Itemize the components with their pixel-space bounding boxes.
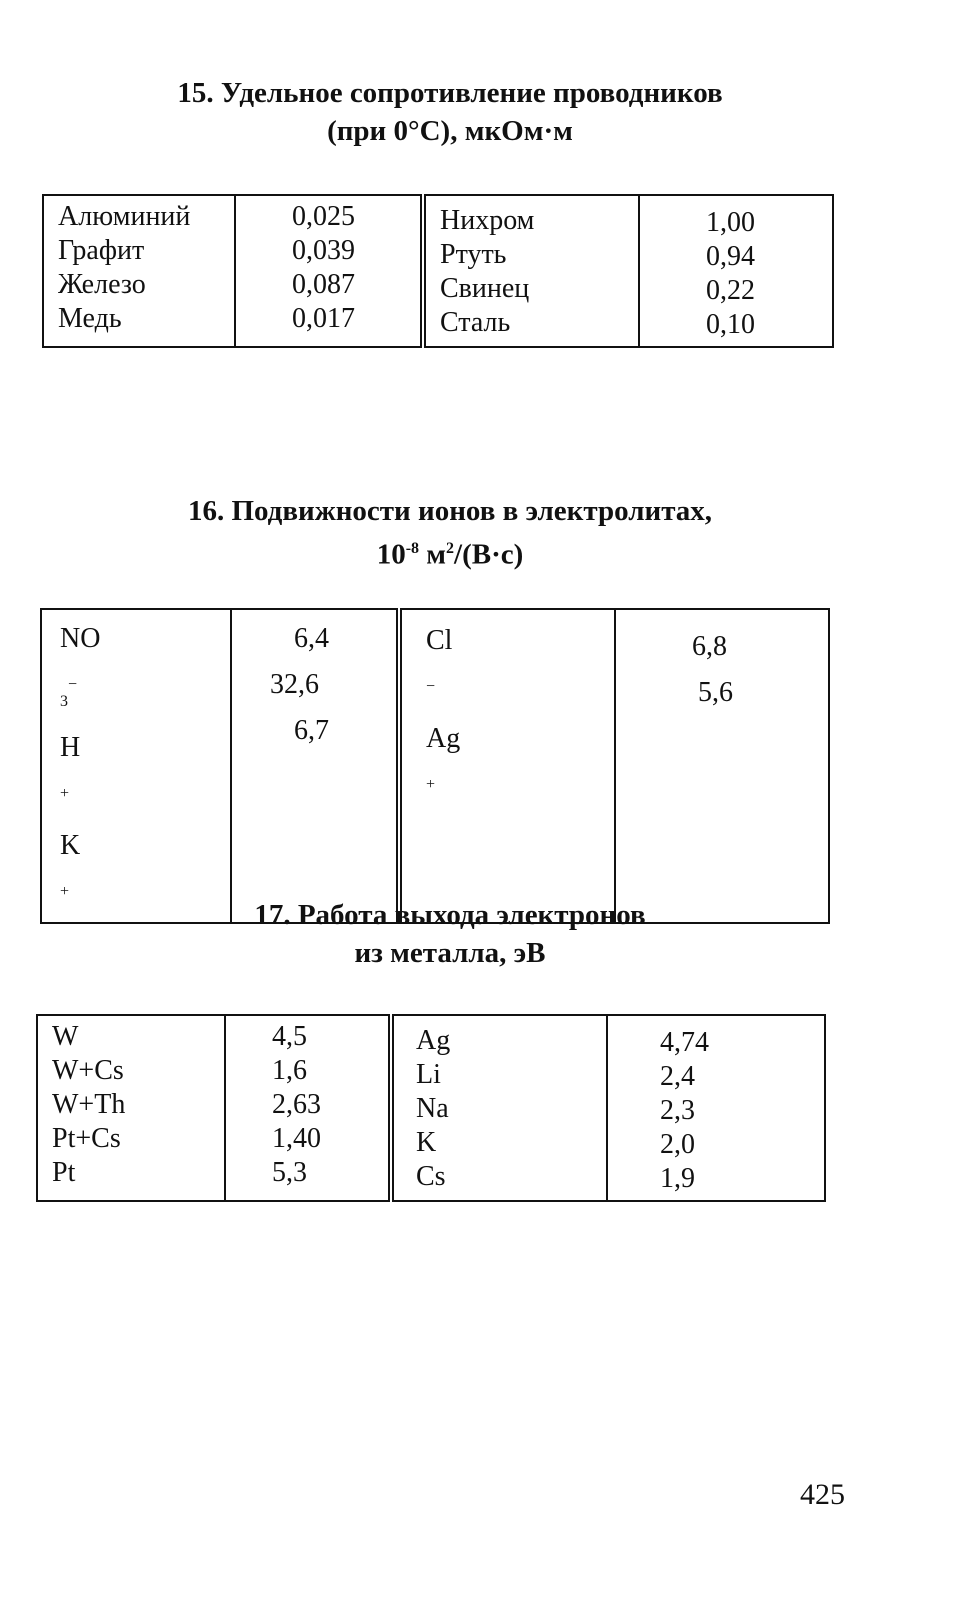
table-cell: Cl − [426, 625, 453, 695]
table-cell: 6,7 [294, 715, 329, 746]
table-cell: 1,6 [272, 1055, 307, 1086]
table-cell: Медь [58, 303, 122, 334]
table-cell: Li [416, 1059, 441, 1090]
table-cell: Ртуть [440, 239, 507, 270]
work-function-table [36, 1014, 826, 1202]
table-cell: 5,3 [272, 1157, 307, 1188]
table-cell: NO $_3$− [60, 623, 101, 710]
table-cell: 4,74 [660, 1027, 709, 1058]
table-cell: 5,6 [698, 677, 733, 708]
table-cell: K + [60, 830, 81, 901]
table-cell: Алюминий [58, 201, 191, 232]
table-cell: 0,10 [706, 309, 755, 340]
table-cell: 2,0 [660, 1129, 695, 1160]
table-cell: Ag + [426, 723, 461, 794]
table-cell: Железо [58, 269, 146, 300]
section-15-title-line1: 15. Удельное сопротивление проводников [177, 77, 723, 109]
section-16-title-line2: $10^{-8}$ $м^2/(В\cdot с)$ [376, 538, 524, 571]
section-16-title [0, 492, 900, 574]
table-cell: Сталь [440, 307, 511, 338]
section-16-title-line1: 16. Подвижности ионов в электролитах, [187, 495, 713, 527]
table-cell: Свинец [440, 273, 530, 304]
table-cell: Графит [58, 235, 145, 266]
section-17-title [0, 896, 900, 972]
table-cell: 0,087 [292, 269, 355, 300]
table-cell: H + [60, 731, 81, 802]
table-cell: W+Cs [52, 1055, 124, 1086]
table-cell: 2,4 [660, 1061, 695, 1092]
table-cell: 0,025 [292, 201, 355, 232]
table-cell: 1,40 [272, 1123, 321, 1154]
table-cell: 0,94 [706, 241, 755, 272]
table-cell: W [52, 1021, 79, 1052]
table-cell: K [416, 1127, 437, 1158]
page-number: 425 [800, 1478, 845, 1511]
table-cell: 1,00 [706, 207, 755, 238]
table-cell: Cs [416, 1161, 446, 1192]
table-cell: 0,017 [292, 303, 355, 334]
table-cell: 4,5 [272, 1021, 307, 1052]
table-cell: 32,6 [270, 669, 319, 700]
section-17-title-line2: из металла, эВ [354, 937, 546, 969]
table-cell: 6,8 [692, 631, 727, 662]
table-cell: Ag [416, 1025, 451, 1056]
table-cell: Na [416, 1093, 449, 1124]
table-cell: Pt+Cs [52, 1123, 121, 1154]
table-cell: 6,4 [294, 623, 329, 654]
resistivity-table [42, 194, 834, 348]
section-15-title-line2: (при 0°С), мкОм·м [327, 115, 573, 147]
table-cell: Pt [52, 1157, 76, 1188]
table-cell: 1,9 [660, 1163, 695, 1194]
table-cell: 2,3 [660, 1095, 695, 1126]
section-17-title-line1: 17. Работа выхода электронов [254, 899, 646, 931]
table-cell: 0,039 [292, 235, 355, 266]
table-cell: W+Th [52, 1089, 126, 1120]
ion-mobility-table [40, 608, 830, 924]
section-15-title [0, 74, 900, 150]
table-cell: 2,63 [272, 1089, 321, 1120]
table-cell: 0,22 [706, 275, 755, 306]
table-cell: Нихром [440, 205, 535, 236]
